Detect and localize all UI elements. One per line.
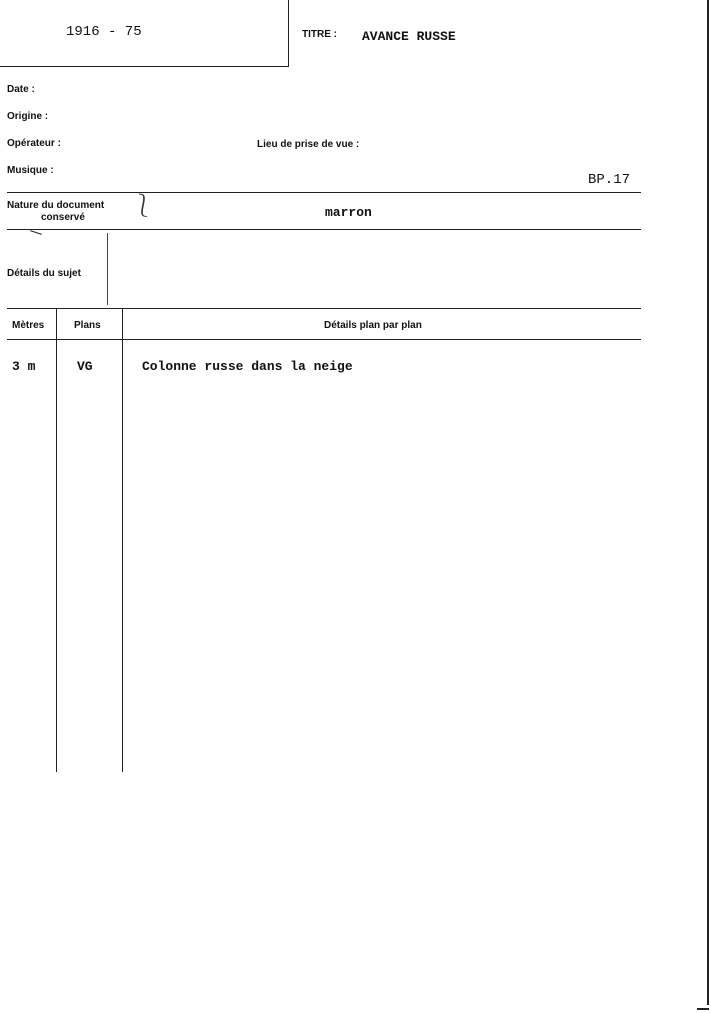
column-divider-2 — [122, 309, 123, 772]
nature-tick-mark — [30, 230, 42, 235]
column-header-details: Détails plan par plan — [324, 320, 422, 331]
table-header-rule — [7, 339, 641, 340]
nature-top-rule — [7, 192, 641, 193]
nature-bottom-rule — [7, 229, 641, 230]
sujet-label: Détails du sujet — [7, 268, 81, 279]
sujet-bracket — [107, 233, 108, 305]
origine-label: Origine : — [7, 111, 49, 122]
nature-label-line2: conservé — [41, 212, 85, 223]
operateur-label: Opérateur : — [7, 138, 61, 149]
nature-value: marron — [325, 205, 372, 220]
column-header-metres: Mètres — [12, 320, 45, 331]
header-box-bottom-border — [0, 66, 289, 67]
sujet-bottom-rule — [7, 308, 641, 309]
musique-label: Musique : — [7, 165, 54, 176]
lieu-label: Lieu de prise de vue : — [257, 139, 360, 150]
row-plans: VG — [77, 359, 93, 374]
title-value: AVANCE RUSSE — [362, 29, 456, 44]
reference-number: 1916 - 75 — [66, 24, 142, 40]
column-divider-1 — [56, 309, 57, 772]
nature-label-line1: Nature du document — [7, 200, 105, 211]
date-label: Date : — [7, 84, 35, 95]
row-metres: 3 m — [12, 359, 36, 374]
page-edge-corner — [697, 1008, 709, 1010]
page-edge-right — [707, 0, 709, 1005]
header-box-right-border — [288, 0, 289, 66]
nature-brace: ⎱ — [132, 194, 155, 219]
column-header-plans: Plans — [74, 320, 101, 331]
archive-code: BP.17 — [588, 172, 631, 188]
title-label: TITRE : — [302, 29, 337, 40]
row-details: Colonne russe dans la neige — [142, 359, 353, 374]
